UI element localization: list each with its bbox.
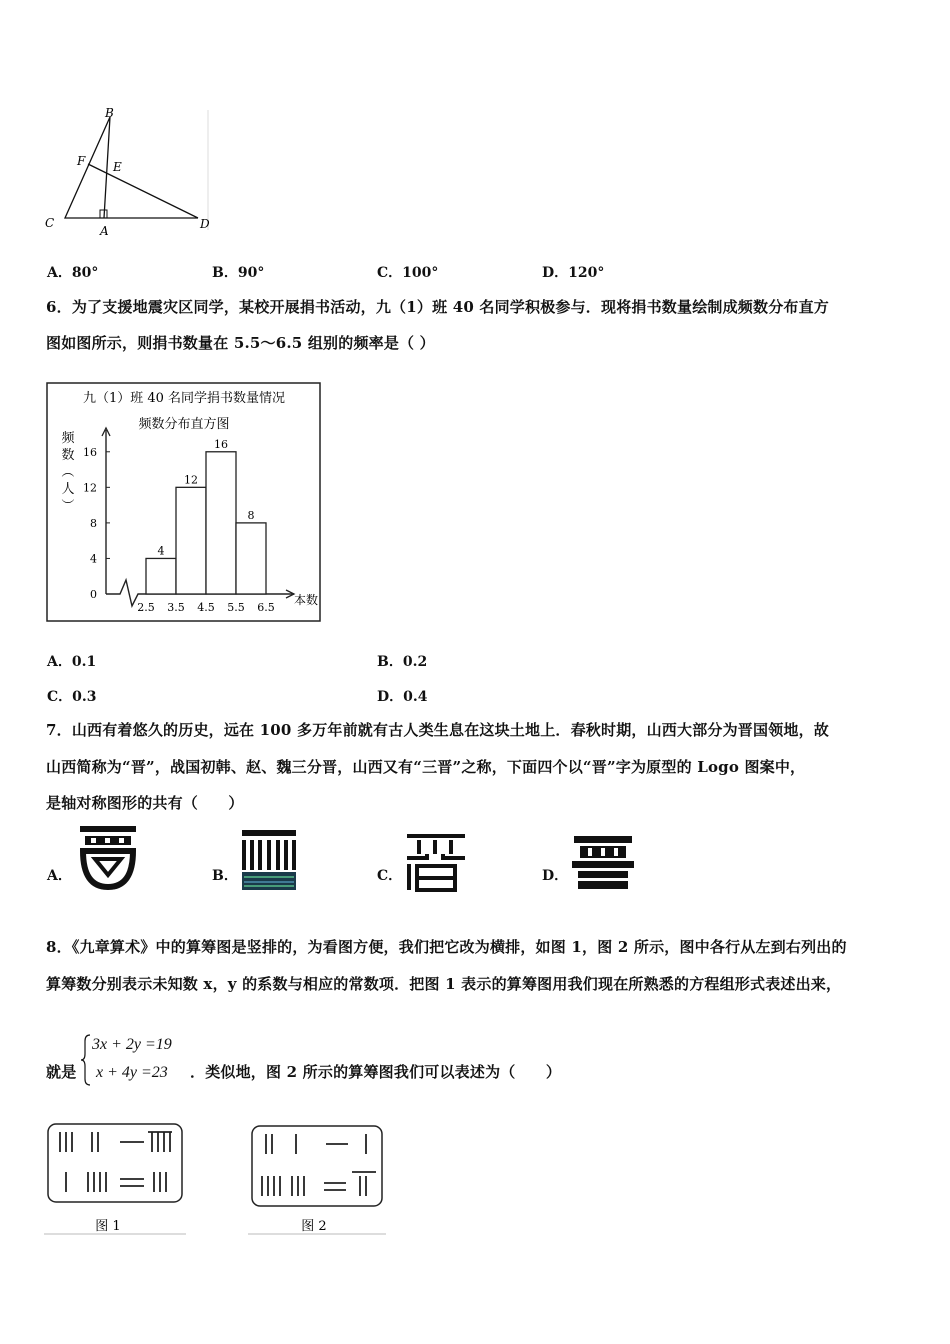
figure-2-caption: 图 2 — [301, 1219, 327, 1234]
y-axis-label-char: 数 — [61, 448, 75, 463]
option-letter: A． — [47, 265, 72, 281]
q5-option-d[interactable] — [542, 262, 604, 282]
option-letter: D． — [542, 868, 569, 884]
y-axis-label-char: 频 — [61, 431, 75, 446]
x-axis-label: 本数 — [293, 593, 319, 607]
chart-title: 九（1）班 40 名同学捐书数量情况 — [82, 391, 286, 406]
q7-option-a[interactable] — [47, 865, 72, 885]
y-tick-label: 12 — [83, 481, 97, 495]
q6-option-b[interactable] — [377, 651, 427, 671]
counting-rod-figure-2 — [248, 1120, 386, 1238]
equation-2: x + 4y =23 — [96, 1064, 168, 1081]
x-tick-label: 2.5 — [137, 601, 155, 614]
chart-subtitle: 频数分布直方图 — [138, 417, 230, 432]
y-tick-label: 16 — [83, 445, 97, 459]
bar-value-label: 16 — [214, 437, 228, 451]
option-letter: C． — [377, 265, 403, 281]
q6-option-c[interactable] — [47, 686, 97, 706]
q5-option-c[interactable] — [377, 262, 438, 282]
option-letter: D． — [377, 689, 404, 705]
counting-rod-figure-1 — [44, 1120, 186, 1238]
label-c: C — [45, 216, 55, 230]
bar-value-label: 8 — [247, 508, 255, 522]
equation-1: 3x + 2y =19 — [92, 1036, 172, 1053]
system-brace-icon — [80, 1033, 92, 1087]
q6-option-d[interactable] — [377, 686, 428, 706]
q6-line-1: 6．为了支援地震灾区同学，某校开展捐书活动，九（1）班 40 名同学积极参与．现将捐书数量绘制成频数分布直方 — [46, 298, 829, 316]
x-tick-label: 6.5 — [257, 601, 275, 614]
option-letter: D． — [542, 265, 569, 281]
label-e: E — [113, 160, 122, 174]
q7-line-2: 山西简称为“晋”，战国初韩、赵、魏三分晋，山西又有“三晋”之称，下面四个以“晋”字为原型的 Logo 图案中， — [46, 758, 806, 776]
label-b: B — [105, 106, 114, 120]
y-axis-label-char: 人 — [61, 482, 75, 497]
label-d: D — [200, 217, 210, 231]
q6-line-2: 图如图所示，则捐书数量在 5.5～6.5 组别的频率是（ ） — [46, 334, 435, 352]
option-text: 120° — [568, 265, 605, 281]
bar-value-label: 4 — [157, 544, 165, 558]
label-f: F — [77, 154, 86, 168]
jin-logo-c-icon — [403, 830, 469, 894]
q7-option-c[interactable] — [377, 865, 402, 885]
y-tick-label: 4 — [90, 552, 97, 566]
histogram-bar — [206, 452, 236, 594]
x-tick-label: 5.5 — [227, 601, 245, 614]
q8-line-2: 算筹数分别表示未知数 x，y 的系数与相应的常数项．把图 1 表示的算筹图用我们现在所熟悉的方程组形式表述出来， — [46, 975, 842, 993]
option-text: 0.4 — [403, 689, 428, 705]
option-letter: A． — [47, 654, 72, 670]
y-axis-label-char: ） — [59, 498, 74, 512]
histogram-chart — [46, 382, 322, 624]
option-letter: B． — [212, 265, 238, 281]
label-a: A — [100, 224, 109, 238]
triangle-figure — [40, 105, 215, 240]
jin-logo-d-icon — [570, 834, 636, 892]
q7-line-1: 7．山西有着悠久的历史，远在 100 多万年前就有古人类生息在这块土地上．春秋时期，山西大部分为晋国领地，故 — [46, 721, 829, 739]
bar-value-label: 12 — [184, 473, 198, 487]
q5-option-a[interactable] — [47, 262, 98, 282]
option-letter: A． — [47, 868, 72, 884]
jin-logo-a-icon — [77, 823, 139, 893]
option-text: 80° — [71, 265, 99, 281]
y-tick-label: 8 — [90, 516, 97, 530]
option-text: 0.2 — [402, 654, 428, 670]
figure-1-caption: 图 1 — [95, 1219, 121, 1234]
x-tick-label: 3.5 — [167, 601, 185, 614]
option-text: 0.1 — [71, 654, 97, 670]
option-text: 100° — [402, 265, 439, 281]
option-text: 90° — [237, 265, 265, 281]
q8-prefix: 就是 — [46, 1063, 77, 1081]
q5-option-b[interactable] — [212, 262, 264, 282]
x-tick-label: 4.5 — [197, 601, 215, 614]
q7-option-b[interactable] — [212, 865, 238, 885]
option-letter: B． — [377, 654, 403, 670]
option-letter: C． — [377, 868, 403, 884]
q8-suffix: ．类似地，图 2 所示的算筹图我们可以表述为（ ） — [190, 1063, 562, 1081]
histogram-bar — [146, 558, 176, 594]
histogram-bar — [236, 523, 266, 594]
jin-logo-b-icon — [240, 828, 298, 892]
q6-option-a[interactable] — [47, 651, 96, 671]
q7-option-d[interactable] — [542, 865, 568, 885]
option-letter: C． — [47, 689, 73, 705]
option-text: 0.3 — [72, 689, 97, 705]
q8-line-1: 8．《九章算术》中的算筹图是竖排的，为看图方便，我们把它改为横排，如图 1，图 2 所示，图中各行从左到右列出的 — [46, 938, 847, 956]
q7-line-3: 是轴对称图形的共有（ ） — [46, 794, 244, 812]
histogram-bar — [176, 487, 206, 594]
y-axis-label-char: （ — [59, 464, 74, 478]
option-letter: B． — [212, 868, 238, 884]
y-tick-label: 0 — [90, 588, 97, 601]
